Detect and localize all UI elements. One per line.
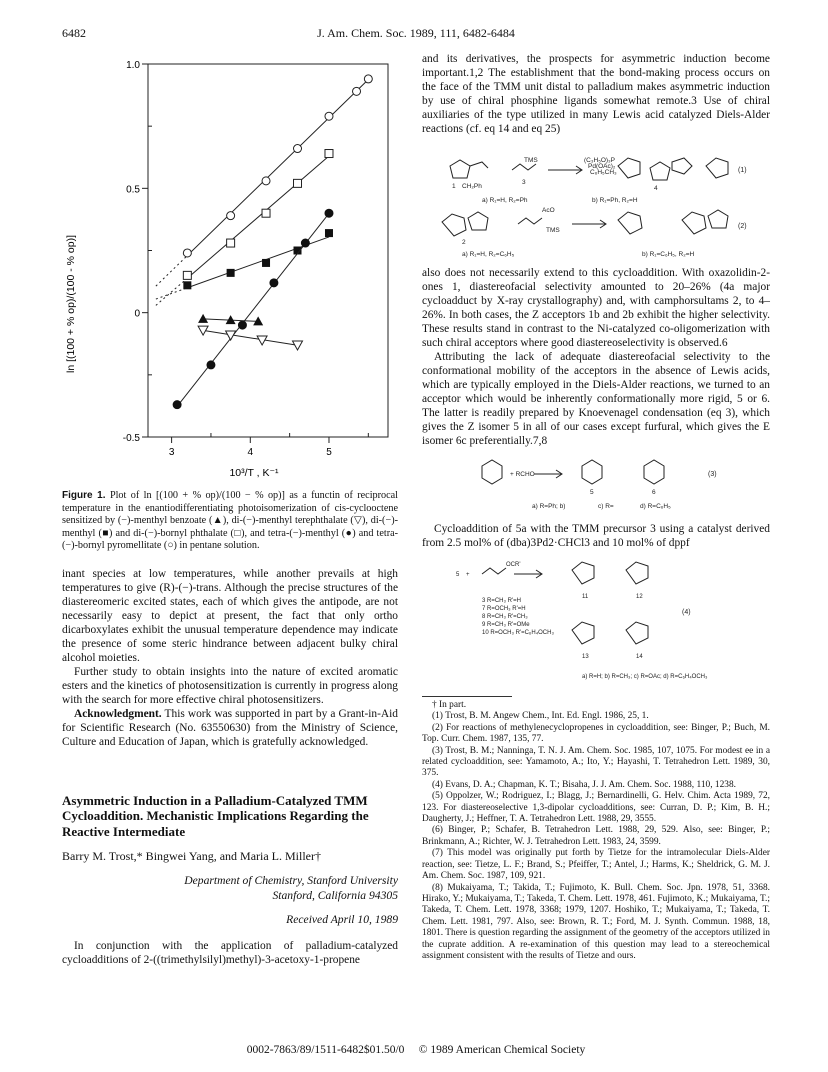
svg-text:a) R=Ph; b): a) R=Ph; b): [532, 503, 566, 510]
svg-text:9 R=CH₃ R'=OMe: 9 R=CH₃ R'=OMe: [482, 622, 530, 628]
data-point-open-circle: [183, 249, 191, 257]
body-paragraph: also does not necessarily extend to this cycloaddition. With oxazolidin-2-ones 1, diastereofacial selectivity amounted to 20–26% (4a major cycloadduct by X-ray crystallography) and, with camphorsultams 2, to 4–26%. In both cases, the Z acceptors 1b and 2b exhibit the higher selectivity. These results stand in contrast to the Ni-catalyzed co-oligomerization with such chiral acceptors where good diastereoselectivity is observed.6: [422, 267, 770, 349]
reaction-scheme-4: [422, 554, 770, 686]
y-tick-label: -0.5: [122, 433, 140, 444]
svg-text:C₆H₅CH₃: C₆H₅CH₃: [590, 169, 617, 176]
acknowledgment-label: Acknowledgment.: [74, 707, 162, 720]
svg-text:2: 2: [462, 239, 466, 246]
data-point-filled-circle: [238, 321, 246, 329]
svg-text:4: 4: [654, 185, 658, 192]
data-point-open-square: [294, 179, 302, 187]
footnote: (1) Trost, B. M. Angew Chem., Int. Ed. Engl. 1986, 25, 1.: [432, 711, 649, 722]
footnote: (5) Oppolzer, W.; Rodriguez, I.; Blagg, J.; Bernardinelli, G. Helv. Chim. Acta 1989, 72, 123. For diastereoselective 1,3-dipolar cycloadditions, see: Curran, D. P.; Kim, B. H.; Daugherty, J.; Heffner, T. A. Tetrahedron Lett. 1988, 29, 3555.: [422, 791, 770, 825]
data-point-open-circle: [262, 177, 270, 185]
data-point-open-circle: [325, 112, 333, 120]
data-point-open-circle: [353, 87, 361, 95]
data-point-open-circle: [294, 145, 302, 153]
svg-text:13: 13: [582, 654, 589, 660]
y-tick-label: 0: [134, 308, 140, 320]
data-point-open-square: [183, 271, 191, 279]
svg-text:a) R₁=H, R₂=Ph: a) R₁=H, R₂=Ph: [482, 197, 528, 204]
data-point-filled-square: [325, 229, 333, 237]
svg-text:b) R₁=Ph, R₂=H: b) R₁=Ph, R₂=H: [592, 197, 638, 204]
svg-text:+ RCHO: + RCHO: [510, 471, 535, 478]
svg-text:5: 5: [590, 489, 594, 496]
data-point-filled-circle: [173, 401, 181, 409]
data-point-filled-circle: [270, 279, 278, 287]
svg-text:a) R=H; b) R=CH₃; c) R=OAc; d): a) R=H; b) R=CH₃; c) R=OAc; d) R=C₆H₄OCH₃: [582, 674, 708, 680]
svg-text:6: 6: [652, 489, 656, 496]
x-tick-label: 4: [247, 447, 254, 458]
figure-label: Figure 1.: [62, 490, 106, 501]
page-footer: [62, 1044, 770, 1056]
svg-text:CH₂Ph: CH₂Ph: [462, 183, 482, 190]
footnote: (8) Mukaiyama, T.; Takida, T.; Fujimoto, K. Bull. Chem. Soc. Jpn. 1978, 51, 3368. Hirako, Y.; Mukaiyama, T.; Takeda, T. Chem. Lett. 1978, 461. Fujimoto, K.; Mukaiyama, T.; Takeda, T. Chem. Lett. 1978, 3368; 1979, 1207. Hoshiko, T.; Mukaiyama, T.; Takeda, T. Chem. Lett. 1981, 797. Also, see: Brown, R. T.; Ford, M. J. Synth. Commun. 1988, 18, 1801. There is question regarding the assignment of the geometry of the acceptors utilized in the cuprate addition. A re-examination of this question may lead to a stereochemical assignment consistent with the results of Tietze and ours.: [422, 882, 770, 961]
svg-text:b) R₁=C₆H₅, R₂=H: b) R₁=C₆H₅, R₂=H: [642, 251, 695, 258]
body-paragraph: Attributing the lack of adequate diastereofacial selectivity to the conformational mobility of the acceptors in the absence of Lewis acids, which are typically employed in the Diels-Alder reactions, we turned to an acceptor which would be inherently conformationally more rigid, 5 or 6. The latter is readily prepared by Knoevenagel condensation (eq 3), which gives the Z isomer 5 in all of our cases except furfural, which gives the E isomer 6c preferentially.7,8: [422, 351, 770, 447]
equation-number: (1): [738, 167, 747, 174]
received-date: Received April 10, 1989: [286, 913, 398, 926]
svg-text:11: 11: [582, 594, 589, 600]
data-point-filled-square: [262, 259, 270, 267]
body-paragraph: In conjunction with the application of palladium-catalyzed cycloadditions of 2-((trimethylsilyl)methyl)-3-acetoxy-1-propene: [62, 940, 398, 966]
equation-number: (3): [708, 471, 717, 478]
x-axis-label: 10³/T , K⁻¹: [229, 467, 279, 479]
svg-text:1: 1: [452, 183, 456, 190]
svg-text:10 R=OCH₃ R'=C₆H₄OCH₃: 10 R=OCH₃ R'=C₆H₄OCH₃: [482, 630, 554, 636]
svg-text:14: 14: [636, 654, 643, 660]
acknowledgment-text: This work was supported in part by a Grant-in-Aid for Scientific Research (No. 63550630) from the Ministry of Science, Culture and Education of Japan, which is gratefully acknowledged.: [62, 707, 398, 748]
series-line: [187, 156, 329, 278]
body-paragraph: inant species at low temperatures, while another prevails at high temperatures to give (R)-(−)-trans. Although the precise structures of the diastereomeric excited states, each of which gives the antipode, are not necessarily easy to depict at present, the fact that only ortho dicarboxylates exhibit the unusual temperature dependence may indicate the presence of some steric hindrance between adjacent bulky chiral alcohol moieties.: [62, 567, 398, 664]
data-point-open-triangle: [293, 341, 303, 350]
left-column: [62, 52, 398, 967]
svg-text:(C₃H₅O)₃P: (C₃H₅O)₃P: [584, 157, 616, 164]
data-point-filled-circle: [301, 239, 309, 247]
y-tick-label: 1.0: [126, 60, 140, 71]
right-column: [422, 52, 770, 962]
data-point-filled-square: [183, 281, 191, 289]
x-tick-label: 3: [168, 447, 175, 458]
data-point-open-circle: [364, 75, 372, 83]
equation-number: (4): [682, 609, 691, 616]
series-extrapolation: [156, 256, 187, 287]
svg-text:7 R=OCH₃ R'=H: 7 R=OCH₃ R'=H: [482, 606, 526, 612]
data-point-open-circle: [227, 212, 235, 220]
footnote: (6) Binger, P.; Schafer, B. Tetrahedron Lett. 1988, 29, 529. Also, see: Binger, P.; Brinkmann, A.; Richter, W. J. Tetrahedron Lett. 1983, 24, 3599.: [422, 825, 770, 847]
footnote: (3) Trost, B. M.; Nanninga, T. N. J. Am. Chem. Soc. 1985, 107, 1075. For modest ee in a related cycloaddition, see: Yamamoto, A.; Ito, Y.; Hayashi, T. Tetrahedron Lett. 1989, 30, 375.: [422, 745, 770, 779]
svg-text:TMS: TMS: [524, 157, 538, 164]
copyright-notice: © 1989 American Chemical Society: [418, 1044, 586, 1056]
body-paragraph: Cycloaddition of 5a with the TMM precursor 3 using a catalyst derived from 2.5 mol% of (dba)3Pd2·CHCl3 and 10 mol% of dppf: [422, 523, 770, 549]
affiliation-line: Department of Chemistry, Stanford University: [184, 874, 398, 887]
footnote-rule: [422, 696, 512, 697]
x-tick-label: 5: [326, 447, 332, 458]
figure-1-chart: [62, 52, 398, 482]
svg-text:d) R=C₆H₅: d) R=C₆H₅: [640, 503, 671, 510]
svg-text:c) R=: c) R=: [598, 503, 614, 510]
figure-1: [62, 52, 398, 553]
data-point-filled-square: [227, 269, 235, 277]
running-header: [62, 26, 770, 42]
copyright-code: 0002-7863/89/1511-6482$01.50/0: [246, 1044, 405, 1056]
svg-text:5: 5: [456, 572, 460, 578]
data-point-filled-triangle: [198, 314, 208, 323]
svg-text:TMS: TMS: [546, 227, 560, 234]
footnotes: [422, 696, 770, 962]
figure-caption-text: Plot of ln [(100 + % op)/(100 − % op)] as a functin of reciprocal temperature in the enantiodifferentiating photoisomerization of cis-cyclooctene sensitized by (−)-menthyl benzoate (▲), di-(−)-menthyl terephthalate (▽), di-(−)-menthyl (■) and di-(−)-bornyl phthalate (□), and tetra-(−)-menthyl (●) and tetra-(−)-bornyl pyromellitate (○) in pentane solution.: [62, 490, 398, 551]
svg-text:OCR': OCR': [506, 562, 521, 568]
svg-text:8 R=CH₃ R'=CH₃: 8 R=CH₃ R'=CH₃: [482, 614, 528, 620]
journal-citation: J. Am. Chem. Soc. 1989, 111, 6482-6484: [317, 26, 515, 40]
svg-text:AcO: AcO: [542, 207, 555, 214]
figure-1-caption: [62, 490, 398, 553]
scheme-eq-3: [422, 452, 770, 514]
reaction-scheme-1-2: [422, 140, 770, 262]
series-line: [203, 330, 297, 345]
svg-text:3 R=CH₃ R'=H: 3 R=CH₃ R'=H: [482, 598, 521, 604]
data-point-open-square: [262, 209, 270, 217]
page-number: 6482: [62, 26, 86, 40]
y-tick-label: 0.5: [126, 184, 140, 196]
svg-text:a) R₁=H, R₂=C₆H₅: a) R₁=H, R₂=C₆H₅: [462, 251, 515, 258]
scheme-eq-4: [422, 554, 770, 686]
footnote: (2) For reactions of methylenecyclopropenes in cycloaddition, see: Binger, P.; Buch, M. Top. Curr. Chem. 1987, 135, 77.: [422, 722, 770, 745]
series-extrapolation: [156, 288, 187, 299]
equation-number: (2): [738, 223, 747, 230]
footnote: (4) Evans, D. A.; Chapman, K. T.; Bisaha, J. J. Am. Chem. Soc. 1988, 110, 1238.: [432, 779, 736, 790]
reaction-scheme-3: [422, 452, 770, 514]
y-axis-label: ln [(100 + % op)/(100 - % op)]: [65, 234, 77, 374]
svg-text:12: 12: [636, 594, 643, 600]
data-point-open-square: [227, 239, 235, 247]
svg-text:+: +: [466, 572, 470, 578]
article-authors: Barry M. Trost,* Bingwei Yang, and Maria L. Miller†: [62, 849, 321, 863]
footnote: (7) This model was originally put forth by Tietze for the intramolecular Diels-Alder reaction, see: Tietze, L. F.; Brand, S.; Pfeiffer, T.; Antel, J.; Harms, K.; Sheldrick, G. M. J. Am. Chem. Soc. 1987, 109, 921.: [422, 848, 770, 882]
affiliation: [62, 873, 398, 903]
affiliation-line: Stanford, California 94305: [272, 889, 398, 902]
data-point-open-square: [325, 150, 333, 158]
series-extrapolation: [156, 278, 187, 305]
data-point-filled-circle: [325, 209, 333, 217]
svg-text:3: 3: [522, 179, 526, 186]
body-paragraph: and its derivatives, the prospects for asymmetric induction become important.1,2 The establishment that the bond-making process occurs on the face of the TMM unit distal to palladium makes asymmetric induction by use of chiral phosphine ligands somewhat remote.3 Use of chiral auxiliaries of the type utilized in many Lewis acid catalyzed Diels-Alder reactions (cf. eq 14 and eq 25): [422, 53, 770, 135]
body-paragraph: Further study to obtain insights into the nature of excited aromatic esters and the kinetics of photosensitization is currently in progress along with the search for more effective chiral photosensitizers.: [62, 665, 398, 706]
article-title: Asymmetric Induction in a Palladium-Catalyzed TMM Cycloaddition. Mechanistic Implications Regarding the Reactive Intermediate: [62, 792, 369, 839]
footnote: † In part.: [432, 700, 467, 710]
acknowledgment: [62, 707, 398, 749]
scheme-eq-1-2: [422, 140, 770, 262]
svg-text:Pd(OAc)₂: Pd(OAc)₂: [588, 163, 616, 170]
data-point-filled-circle: [207, 361, 215, 369]
series-line: [187, 80, 368, 256]
